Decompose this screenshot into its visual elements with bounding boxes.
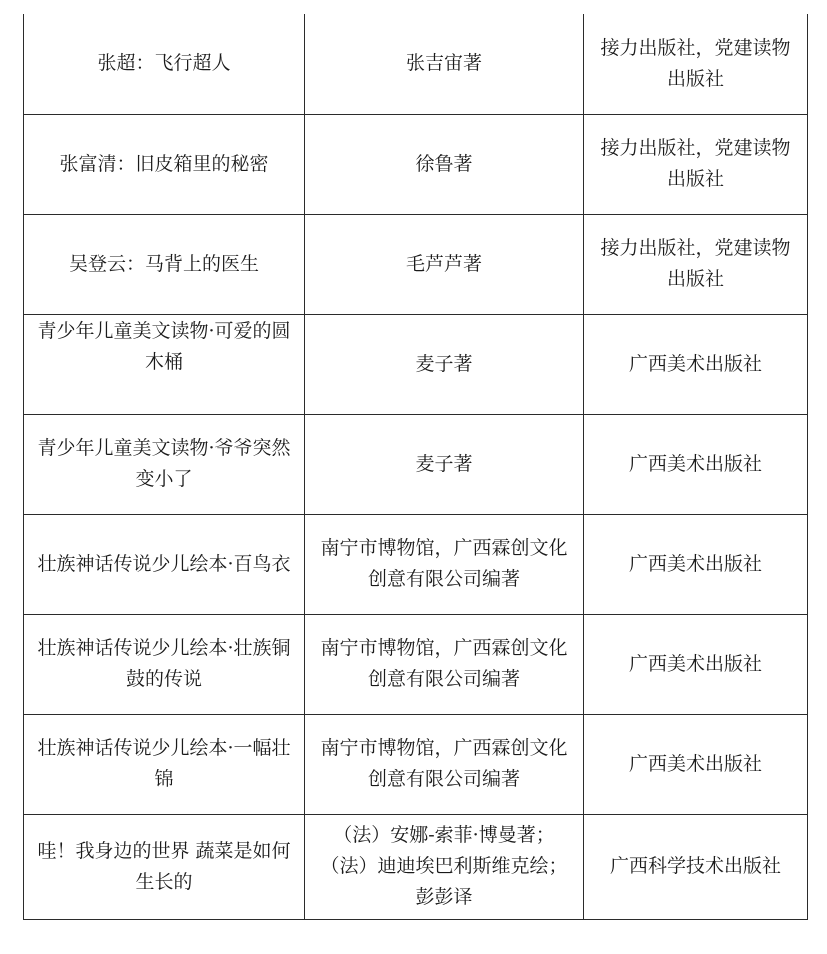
book-publisher: 广西美术出版社 bbox=[584, 614, 808, 714]
book-title: 青少年儿童美文读物·爷爷突然变小了 bbox=[24, 414, 305, 514]
book-publisher: 接力出版社，党建读物出版社 bbox=[584, 14, 808, 114]
table-row bbox=[24, 714, 808, 814]
book-publisher: 广西美术出版社 bbox=[584, 714, 808, 814]
table-row bbox=[24, 314, 808, 414]
table-row bbox=[24, 814, 808, 919]
book-title: 壮族神话传说少儿绘本·百鸟衣 bbox=[24, 514, 305, 614]
table-row bbox=[24, 514, 808, 614]
book-author: 南宁市博物馆，广西霖创文化创意有限公司编著 bbox=[305, 714, 584, 814]
book-author: 徐鲁著 bbox=[305, 114, 584, 214]
table-row bbox=[24, 114, 808, 214]
book-publisher: 广西美术出版社 bbox=[584, 414, 808, 514]
book-title: 张超：飞行超人 bbox=[24, 14, 305, 114]
book-title: 张富清：旧皮箱里的秘密 bbox=[24, 114, 305, 214]
book-publisher: 接力出版社，党建读物出版社 bbox=[584, 114, 808, 214]
book-author: （法）安娜-索菲·博曼著；（法）迪迪埃巴利斯维克绘；彭彭译 bbox=[305, 814, 584, 919]
book-title: 壮族神话传说少儿绘本·一幅壮锦 bbox=[24, 714, 305, 814]
book-publisher: 广西美术出版社 bbox=[584, 514, 808, 614]
book-publisher: 广西科学技术出版社 bbox=[584, 814, 808, 919]
book-publisher: 广西美术出版社 bbox=[584, 314, 808, 414]
book-author: 毛芦芦著 bbox=[305, 214, 584, 314]
book-list-table bbox=[23, 14, 808, 920]
book-author: 张吉宙著 bbox=[305, 14, 584, 114]
book-title: 吴登云：马背上的医生 bbox=[24, 214, 305, 314]
table-row bbox=[24, 614, 808, 714]
book-author: 南宁市博物馆，广西霖创文化创意有限公司编著 bbox=[305, 514, 584, 614]
book-author: 麦子著 bbox=[305, 314, 584, 414]
table-row bbox=[24, 14, 808, 114]
book-title: 哇！我身边的世界 蔬菜是如何生长的 bbox=[24, 814, 305, 919]
table-row bbox=[24, 414, 808, 514]
book-author: 南宁市博物馆，广西霖创文化创意有限公司编著 bbox=[305, 614, 584, 714]
book-author: 麦子著 bbox=[305, 414, 584, 514]
book-publisher: 接力出版社，党建读物出版社 bbox=[584, 214, 808, 314]
table-row bbox=[24, 214, 808, 314]
book-title: 壮族神话传说少儿绘本·壮族铜鼓的传说 bbox=[24, 614, 305, 714]
book-title: 青少年儿童美文读物·可爱的圆木桶 bbox=[24, 314, 305, 414]
